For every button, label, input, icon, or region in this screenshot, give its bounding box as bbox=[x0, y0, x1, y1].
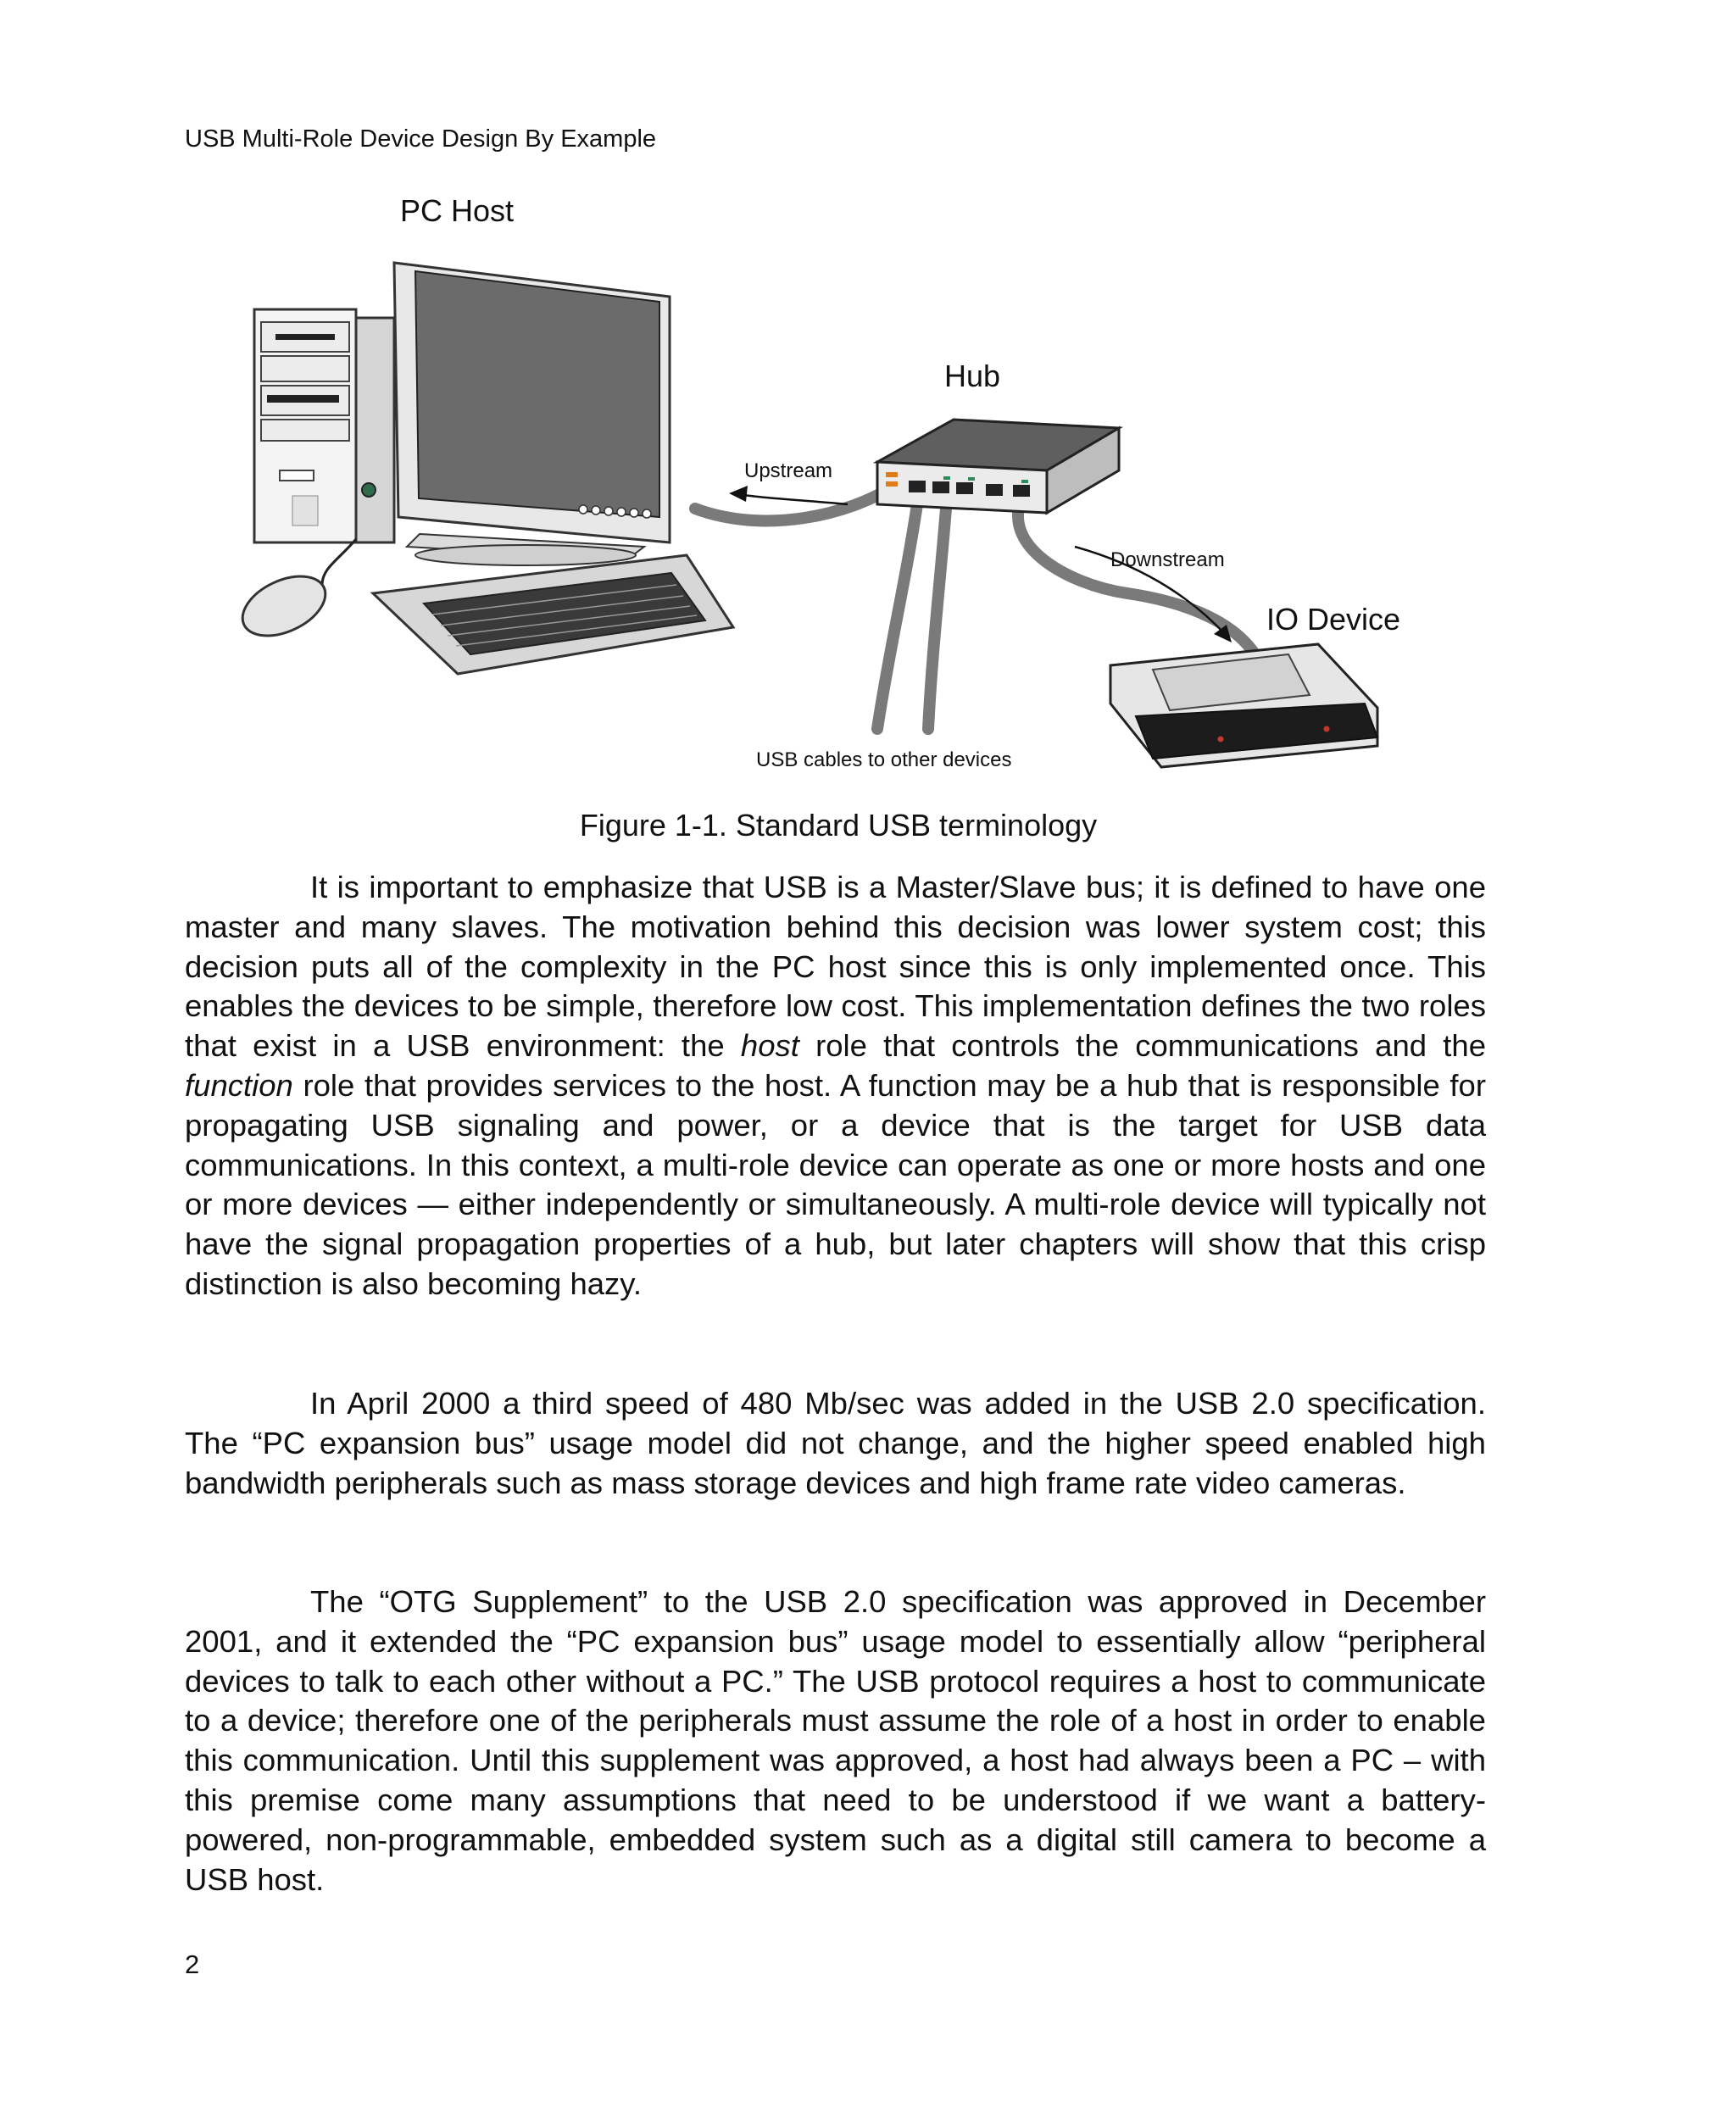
downstream-label: Downstream bbox=[1110, 548, 1225, 571]
upstream-label: Upstream bbox=[744, 459, 833, 482]
pc-tower-icon bbox=[254, 309, 394, 542]
pc-host-label: PC Host bbox=[400, 193, 515, 228]
usb-topology-illustration bbox=[0, 0, 1736, 805]
paragraph-1 bbox=[185, 868, 1486, 1304]
other-device-cable-1 bbox=[877, 487, 920, 729]
keyboard-icon bbox=[373, 555, 733, 674]
usb-cables-label: USB cables to other devices bbox=[756, 748, 1012, 771]
host-term: host bbox=[740, 1028, 799, 1064]
paragraph-1-text-c: role that provides services to the host. A function may be a hub that is responsible for propagating USB signaling and power, or a device that is the target for USB data communications. In this context, a multi-role device can operate as one or more hosts and one or more devices — either independently or simultaneously. A multi-role device will typically not have the signal propagation properties of a hub, but later chapters will show that this crisp distinction is also becoming hazy. bbox=[185, 1067, 1486, 1301]
other-device-cable-2 bbox=[928, 487, 948, 729]
monitor-icon bbox=[394, 263, 670, 565]
paragraph-2 bbox=[185, 1384, 1486, 1503]
paragraph-1-text-a: It is important to emphasize that USB is a Master/Slave bus; it is defined to have one master and many slaves. The motivation behind this decision was lower system cost; this decision puts all of the complexity in the PC host since this is only implemented once. This enables the devices to be simple, therefore low cost. This implementation defines the two roles that exist in a USB environment: the bbox=[185, 870, 1486, 1064]
io-device-icon bbox=[1110, 644, 1377, 767]
upstream-arrow bbox=[729, 486, 848, 504]
io-device-label: IO Device bbox=[1266, 602, 1401, 637]
mouse-icon bbox=[233, 539, 356, 648]
downstream-cable bbox=[1018, 483, 1263, 670]
paragraph-2-text: In April 2000 a third speed of 480 Mb/sec was added in the USB 2.0 specification. The “PC expansion bus” usage model did not change, and the higher speed enabled high bandwidth peripherals such as mass storage devices and high frame rate video cameras. bbox=[185, 1386, 1486, 1500]
paragraph-1-text-b: role that controls the communications and the bbox=[798, 1028, 1486, 1064]
hub-icon bbox=[877, 420, 1119, 513]
paragraph-3-text: The “OTG Supplement” to the USB 2.0 specification was approved in December 2001, and it extended the “PC expansion bus” usage model to essentially allow “peripheral devices to talk to each other without a PC.” The USB protocol requires a host to communicate to a device; therefore one of the peripherals must assume the role of a host in order to enable this communication. Until this supplement was approved, a host had always been a PC – with this premise come many assumptions that need to be understood if we want a battery-powered, non-programmable, embedded system such as a digital still camera to become a USB host. bbox=[185, 1584, 1486, 1897]
paragraph-3 bbox=[185, 1582, 1486, 1899]
function-term: function bbox=[185, 1067, 293, 1103]
figure-caption: Figure 1-1. Standard USB terminology bbox=[579, 808, 1098, 843]
running-header: USB Multi-Role Device Design By Example bbox=[185, 125, 657, 153]
usb-terminology-figure bbox=[0, 0, 1736, 805]
page-number: 2 bbox=[185, 1949, 200, 1979]
hub-label: Hub bbox=[944, 359, 1001, 393]
upstream-cable bbox=[695, 483, 899, 520]
